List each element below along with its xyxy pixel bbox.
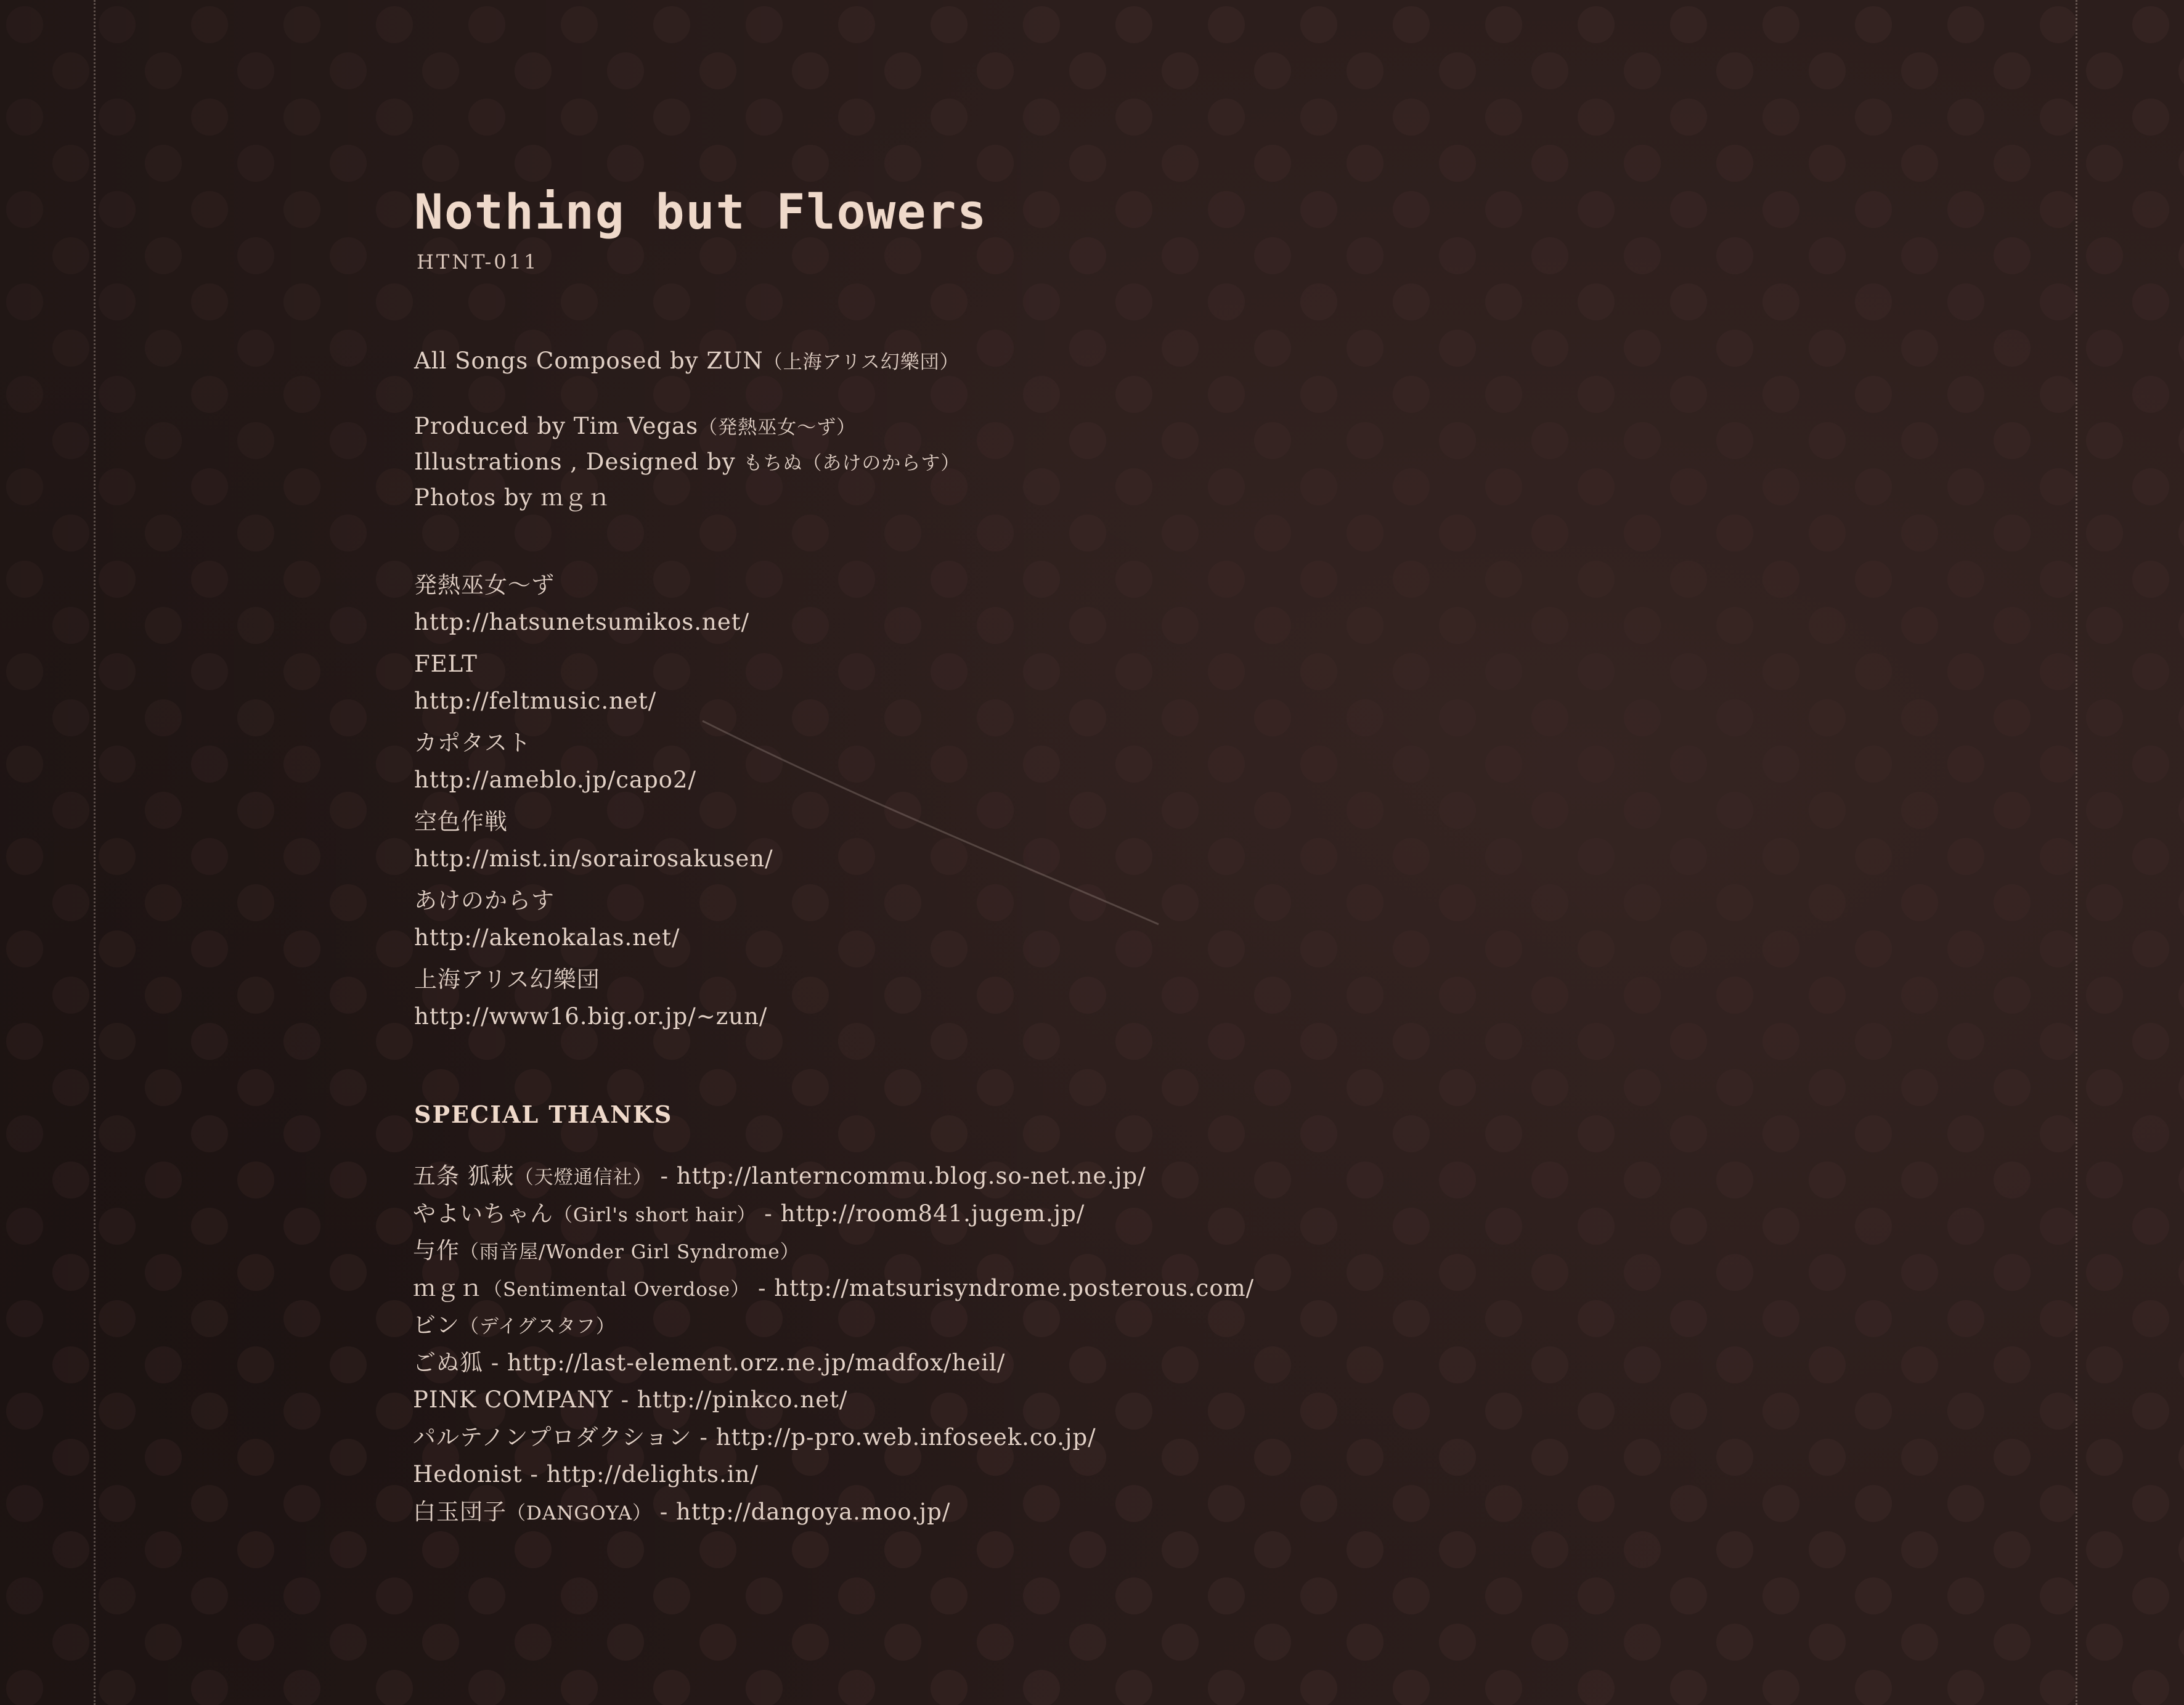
credit-photos (414, 481, 960, 515)
special-thanks-list (413, 1158, 1254, 1531)
thanks-name: 五条 狐萩 (413, 1163, 515, 1189)
credit-name: ｍｇｎ (540, 484, 611, 511)
thanks-url: http://last-element.orz.ne.jp/madfox/heil/ (507, 1349, 1006, 1376)
thanks-separator: - (750, 1274, 775, 1301)
thanks-url: http://lanterncommu.blog.so-net.ne.jp/ (676, 1163, 1146, 1189)
credit-label: Produced by (414, 413, 574, 439)
thanks-name: やよいちゃん (413, 1200, 553, 1227)
thanks-entry (413, 1457, 1254, 1494)
thanks-name: 白玉団子 (413, 1498, 507, 1525)
link-url: http://feltmusic.net/ (414, 688, 657, 714)
link-url: http://akenokalas.net/ (414, 924, 680, 951)
link-name: カポタスト (414, 730, 531, 756)
composer-line (414, 344, 960, 380)
thanks-url: http://delights.in/ (546, 1461, 759, 1487)
link-url: http://ameblo.jp/capo2/ (414, 767, 696, 793)
credit-affiliation: （あけのからす） (802, 452, 961, 474)
thanks-affiliation: （DANGOYA） (507, 1502, 652, 1524)
catalog-number: HTNT-011 (417, 250, 539, 274)
composer-label: All Songs Composed by (414, 348, 707, 374)
link-item (414, 961, 773, 1035)
credit-producer (414, 409, 960, 445)
album-title: Nothing but Flowers (414, 185, 988, 240)
thanks-url: http://room841.jugem.jp/ (780, 1200, 1085, 1227)
link-url: http://hatsunetsumikos.net/ (414, 609, 750, 635)
thanks-name: ｍｇｎ (413, 1274, 483, 1301)
special-thanks-heading: SPECIAL THANKS (414, 1101, 673, 1128)
link-name: 空色作戦 (414, 808, 508, 835)
link-url: http://mist.in/sorairosakusen/ (414, 845, 773, 872)
link-name: FELT (414, 651, 478, 677)
thanks-separator: - (691, 1423, 716, 1451)
thanks-entry (413, 1382, 1254, 1420)
credit-label: Photos by (414, 484, 541, 511)
thanks-name: パルテノンプロダクション (413, 1423, 692, 1451)
thanks-entry (413, 1345, 1254, 1383)
credit-label: Illustrations , Designed by (414, 449, 744, 475)
thanks-entry (413, 1233, 1254, 1271)
thanks-separator: - (613, 1386, 637, 1413)
thanks-affiliation: （雨音屋/Wonder Girl Syndrome） (460, 1241, 800, 1263)
thanks-affiliation: （Sentimental Overdose） (483, 1278, 751, 1301)
thanks-url: http://matsurisyndrome.posterous.com/ (774, 1274, 1255, 1301)
thanks-entry (413, 1196, 1254, 1234)
link-name: 発熱巫女～ず (414, 572, 555, 598)
thanks-entry (413, 1271, 1254, 1308)
composer-credit (414, 344, 960, 380)
thanks-name: 与作 (413, 1237, 460, 1264)
thanks-name: PINK COMPANY (413, 1386, 613, 1413)
thanks-url: http://p-pro.web.infoseek.co.jp/ (715, 1423, 1096, 1451)
link-item (414, 646, 773, 720)
thanks-entry (413, 1420, 1254, 1457)
thanks-url: http://dangoya.moo.jp/ (676, 1498, 951, 1525)
link-item (414, 725, 773, 799)
credits-list (414, 409, 960, 515)
thanks-url: http://pinkco.net/ (637, 1386, 848, 1413)
thanks-affiliation: （Girl's short hair） (553, 1203, 757, 1226)
thanks-separator: - (756, 1200, 781, 1227)
thanks-entry (413, 1158, 1254, 1196)
thanks-entry (413, 1308, 1254, 1345)
thanks-affiliation: （天燈通信社） (514, 1166, 653, 1189)
link-item (414, 882, 773, 956)
credit-name: もちぬ (743, 452, 803, 474)
link-name: 上海アリス幻樂団 (414, 966, 600, 993)
thanks-name: ビン (413, 1312, 460, 1338)
link-item (414, 804, 773, 877)
thanks-entry (413, 1494, 1254, 1532)
thanks-name: Hedonist (413, 1461, 523, 1487)
link-item (414, 567, 773, 641)
thanks-separator: - (652, 1163, 677, 1189)
link-name: あけのからす (414, 887, 555, 914)
thanks-name: ごぬ狐 (413, 1349, 483, 1376)
composer-name: ZUN (706, 348, 764, 374)
thanks-affiliation: （デイグスタフ） (460, 1316, 616, 1338)
composer-affiliation: （上海アリス幻樂団） (763, 351, 960, 373)
credit-name: Tim Vegas (573, 413, 699, 439)
fold-line-right (2076, 0, 2077, 1705)
credit-affiliation: （発熱巫女～ず） (698, 417, 857, 439)
thanks-separator: - (652, 1498, 677, 1525)
links-list (414, 567, 773, 1040)
credit-illustrations (414, 445, 960, 481)
thanks-separator: - (522, 1461, 547, 1487)
fold-line-left (94, 0, 96, 1705)
thanks-separator: - (483, 1349, 508, 1376)
link-url: http://www16.big.or.jp/~zun/ (414, 1003, 768, 1030)
